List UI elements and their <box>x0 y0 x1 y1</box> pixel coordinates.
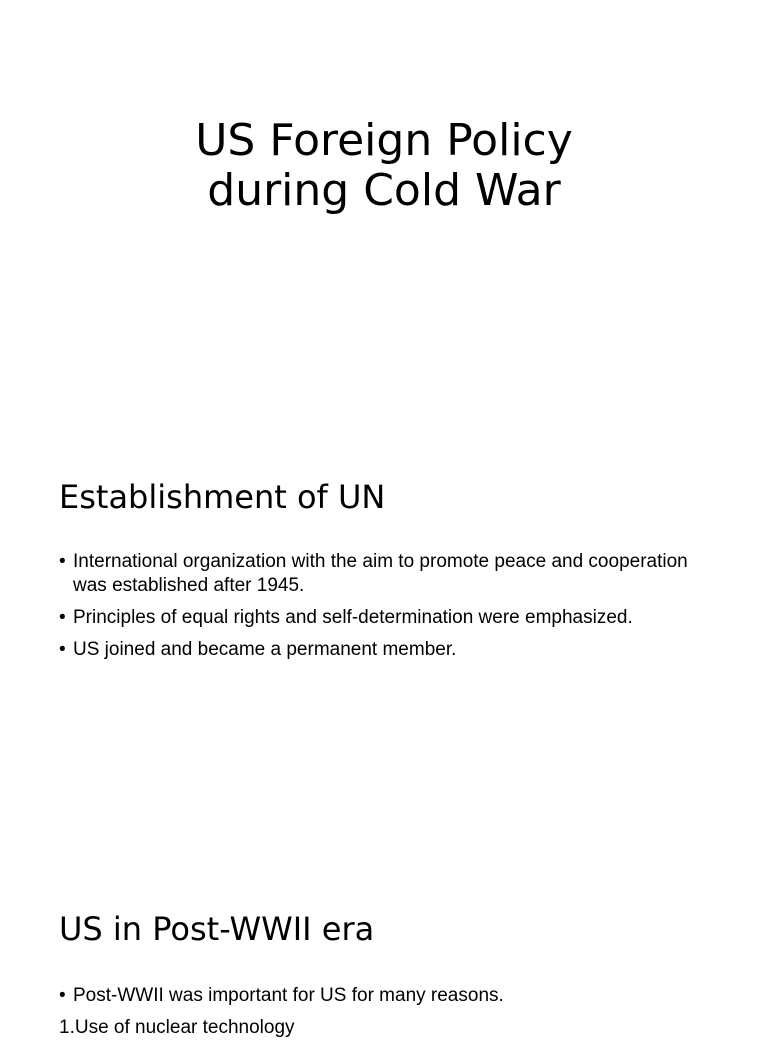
bullet-item <box>59 638 719 662</box>
bullet-dot-icon: • <box>59 551 66 572</box>
bullet-text: US joined and became a permanent member. <box>73 639 457 660</box>
numbered-line: 1.Use of nuclear technology <box>59 1017 295 1038</box>
slide-us-post-wwii <box>0 880 768 1038</box>
slide-heading: US in Post-WWII era <box>59 910 375 948</box>
bullet-dot-icon: • <box>59 639 66 660</box>
slide-establishment-of-un <box>0 440 768 880</box>
title-line-1: US Foreign Policy <box>195 115 573 166</box>
bullet-text: Post-WWII was important for US for many reasons. <box>73 985 504 1006</box>
bullet-item <box>59 984 719 1008</box>
bullet-text: Principles of equal rights and self-determination were emphasized. <box>73 607 633 628</box>
title-slide <box>0 0 768 440</box>
bullet-dot-icon: • <box>59 607 66 628</box>
title-line-2: during Cold War <box>207 165 561 216</box>
bullet-list <box>59 550 719 670</box>
bullet-item <box>59 606 719 630</box>
bullet-item <box>59 550 719 598</box>
bullet-text: International organization with the aim to promote peace and cooperation was established after 1945. <box>73 551 688 596</box>
presentation-title <box>0 116 768 216</box>
slide-heading: Establishment of UN <box>59 478 386 516</box>
bullet-dot-icon: • <box>59 985 66 1006</box>
bullet-list <box>59 984 719 1016</box>
